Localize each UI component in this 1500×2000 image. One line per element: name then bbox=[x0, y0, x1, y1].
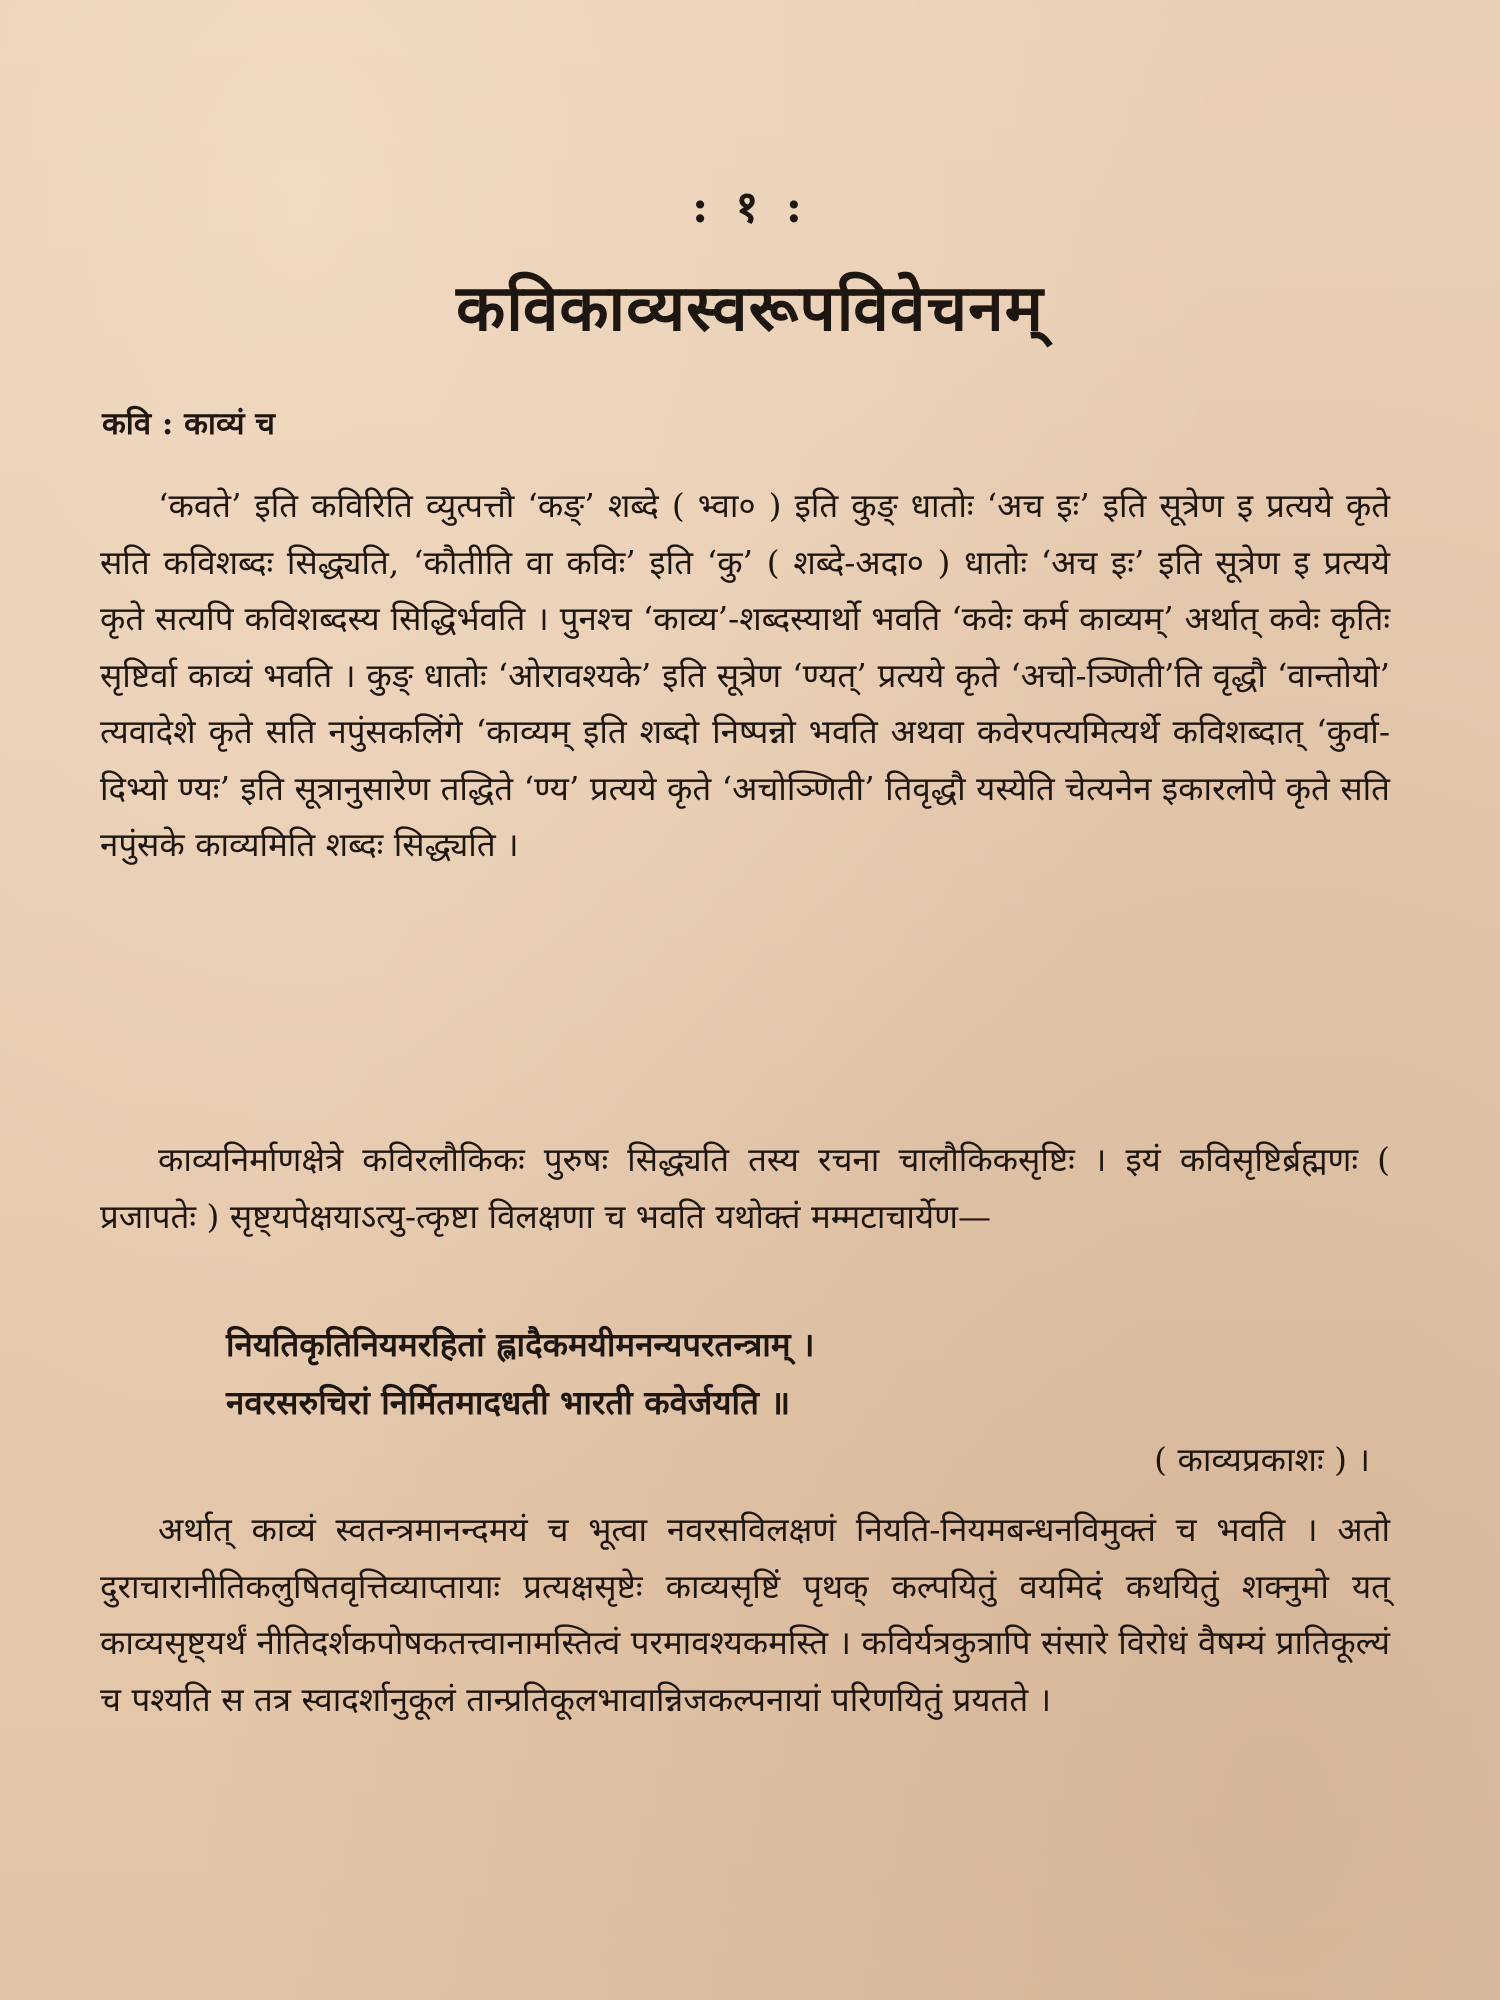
paragraph-meaning: अर्थात् काव्यं स्वतन्त्रमानन्दमयं च भूत्वा नवरसविलक्षणं नियति-नियमबन्धनविमुक्तं च भवति । अतो दुराचारानीतिकलुषितवृत्तिव्याप्तायाः प्रत्यक्षसृष्टेः काव्यसृष्टिं पृथक् कल्पयितुं वयमिदं कथयितुं शक्नुमो यत् काव्यसृष्ट्यर्थं नीतिदर्शकपोषकतत्त्वानामस्तित्वं परमावश्यकमस्ति । कविर्यत्रकुत्रापि संसारे विरोधं वैषम्यं प्रातिकूल्यं च पश्यति स तत्र स्वादर्शानुकूलं तान्प्रतिकूलभावान्निजकल्पनायां परिणयितुं प्रयतते । bbox=[100, 1510, 1390, 1719]
paragraph-poet-creation: काव्यनिर्माणक्षेत्रे कविरलौकिकः पुरुषः सिद्ध्यति तस्य रचना चालौकिकसृष्टिः । इयं कविसृष्टिर्ब्रह्मणः ( प्रजापतेः ) सृष्ट्यपेक्षयाऽत्यु-त्कृष्टा विलक्षणा च भवति यथोक्तं मम्मटाचार्येण— bbox=[100, 1140, 1390, 1236]
paragraph-etymology: ‘कवते’ इति कविरिति व्युत्पत्तौ ‘कङ्’ शब्दे ( भ्वा० ) इति कुङ् धातोः ‘अच इः’ इति सूत्रेण इ प्रत्यये कृते सति कविशब्दः सिद्ध्यति, ‘कौतीति वा कविः’ इति ‘कु’ ( शब्दे-अदा० ) धातोः ‘अच इः’ इति सूत्रेण इ प्रत्यये कृते सत्यपि कविशब्दस्य सिद्धिर्भवति । पुनश्च ‘काव्य’-शब्दस्यार्थो भवति ‘कवेः कर्म काव्यम्’ अर्थात् कवेः कृतिः सृष्टिर्वा काव्यं भवति । कुङ् धातोः ‘ओरावश्यके’ इति सूत्रेण ‘ण्यत्’ प्रत्यये कृते ‘अचो-ञ्णिती’ति वृद्धौ ‘वान्तोयो’ त्यवादेशे कृते सति नपुंसकलिंगे ‘काव्यम् इति शब्दो निष्पन्नो भवति अथवा कवेरपत्यमित्यर्थे कविशब्दात् ‘कुर्वा-दिभ्यो ण्यः’ इति सूत्रानुसारेण तद्धिते ‘ण्य’ प्रत्यये कृते ‘अचोञ्णिती’ तिवृद्धौ यस्येति चेत्यनेन इकारलोपे कृते सति नपुंसके काव्यमिति शब्दः सिद्ध्यति । bbox=[100, 486, 1390, 864]
section-heading: कवि : काव्यं च bbox=[102, 406, 275, 442]
chapter-title: कविकाव्यस्वरूपविवेचनम् bbox=[456, 271, 1044, 346]
verse-line-1: नियतिकृतिनियमरहितां ह्लादैकमयीमनन्यपरतन्त्राम् । bbox=[226, 1325, 815, 1364]
chapter-number: : १ : bbox=[691, 182, 808, 233]
verse-citation: ( काव्यप्रकाशः ) । bbox=[1154, 1440, 1370, 1479]
verse-quote bbox=[226, 1316, 1376, 1432]
verse-line-2: नवरसरुचिरां निर्मितमादधती भारती कवेर्जयति ॥ bbox=[226, 1383, 791, 1422]
